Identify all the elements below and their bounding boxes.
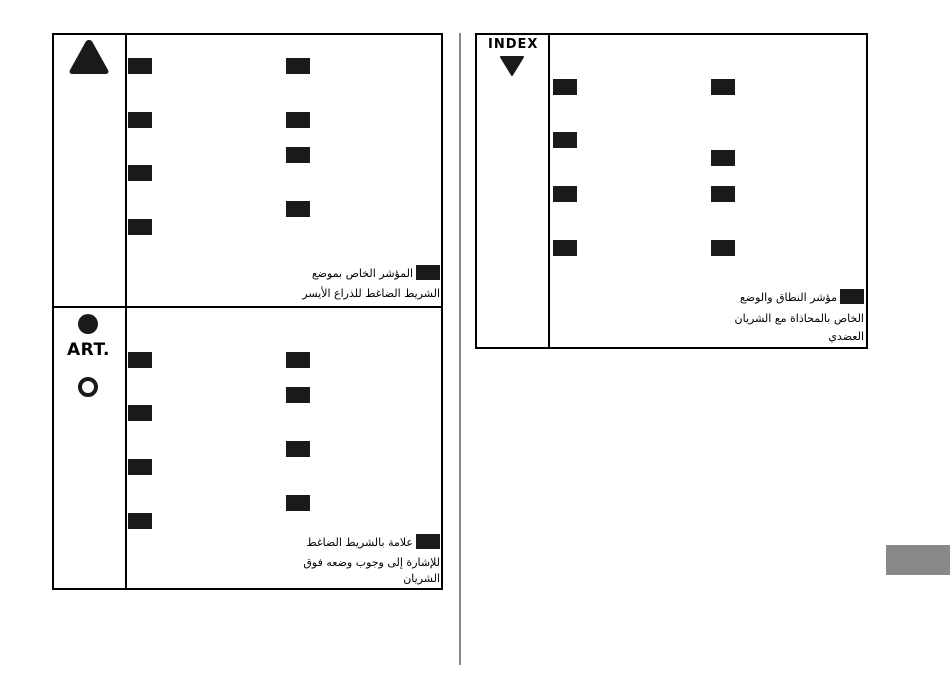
- redacted-label: [128, 405, 152, 421]
- redacted-label: [553, 240, 577, 256]
- redacted-label: [711, 79, 735, 95]
- note-artery-mark-line2: للإشارة إلى وجوب وضعه فوق: [303, 556, 440, 569]
- redacted-label: [286, 201, 310, 217]
- redacted-label: [553, 132, 577, 148]
- redacted-label: [840, 289, 864, 304]
- triangle-up-icon: [68, 38, 110, 76]
- section-tab-marker: [886, 545, 950, 575]
- redacted-label: [711, 240, 735, 256]
- note-index-range-line3: العضدي: [828, 330, 864, 343]
- redacted-label: [711, 186, 735, 202]
- redacted-label: [128, 459, 152, 475]
- redacted-label: [416, 265, 440, 280]
- redacted-label: [286, 441, 310, 457]
- redacted-label: [128, 513, 152, 529]
- redacted-label: [286, 112, 310, 128]
- redacted-label: [128, 352, 152, 368]
- note-left-arm-indicator: [312, 264, 440, 284]
- redacted-label: [286, 147, 310, 163]
- note-index-range-line2: الخاص بالمحاذاة مع الشريان: [734, 312, 864, 325]
- art-label: ART.: [67, 340, 110, 360]
- note-left-arm-indicator-line2: الشريط الضاغط للذراع الأيسر: [302, 287, 440, 300]
- redacted-label: [286, 58, 310, 74]
- redacted-label: [128, 58, 152, 74]
- redacted-label: [128, 219, 152, 235]
- redacted-label: [711, 150, 735, 166]
- note-artery-mark: علامة بالشريط الضاغط: [306, 533, 440, 553]
- redacted-label: [128, 165, 152, 181]
- redacted-label: [553, 186, 577, 202]
- triangle-down-icon: [499, 55, 525, 77]
- redacted-label: [128, 112, 152, 128]
- redacted-label: [286, 352, 310, 368]
- left-table-row-divider: [52, 306, 443, 308]
- note-line: المؤشر الخاص بموضع: [311, 267, 413, 280]
- note-index-range: مؤشر النطاق والوضع: [740, 288, 864, 308]
- note-artery-mark-line3: الشريان: [403, 572, 440, 585]
- open-circle-icon: [77, 376, 99, 398]
- redacted-label: [416, 534, 440, 549]
- index-label: INDEX: [488, 37, 539, 52]
- redacted-label: [286, 387, 310, 403]
- redacted-label: [553, 79, 577, 95]
- redacted-label: [286, 495, 310, 511]
- left-table-column-divider: [125, 33, 127, 590]
- filled-circle-icon: [77, 313, 99, 335]
- left-table: [52, 33, 443, 590]
- page-center-divider: [459, 33, 461, 665]
- right-table-column-divider: [548, 33, 550, 349]
